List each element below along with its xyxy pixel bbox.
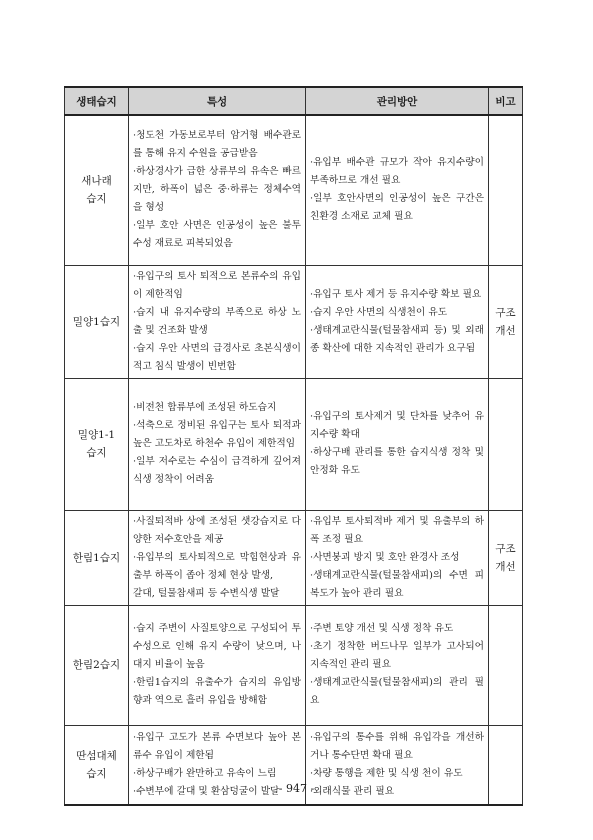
- management-cell: [306, 265, 489, 378]
- wetland-management-table: [64, 86, 523, 806]
- features-cell: [129, 378, 306, 510]
- note-cell: [489, 265, 523, 378]
- management-cell: [306, 605, 489, 725]
- feature-item: ·사질퇴적바 상에 조성된 샛강습지로 다양한 저수호안을 제공: [133, 515, 301, 545]
- management-item: ·사면붕괴 방지 및 호안 완경사 조성: [310, 551, 460, 563]
- wetland-name: 한림2습지: [72, 659, 121, 671]
- feature-item: ·유입부의 토사퇴적으로 막힘현상과 유출부 하폭이 좁아 정체 현상 발생,: [133, 551, 301, 581]
- management-item: ·하상구배 관리를 통한 습지식생 정착 및 안정화 유도: [310, 447, 484, 476]
- table-row: [65, 510, 523, 605]
- header-features: 특성: [129, 87, 306, 115]
- management-item: ·생태계교란식물(털물참새피 등) 및 외래종 확산에 대한 지속적인 관리가 요구됨: [310, 324, 484, 354]
- wetland-name: 밀양1-1 습지: [77, 429, 116, 459]
- note-cell: [489, 510, 523, 605]
- feature-item: ·일부 호안 사면은 인공성이 높은 불투수성 재료로 피복되었음: [133, 220, 301, 250]
- wetland-name: 밀양1습지: [72, 315, 121, 328]
- feature-item: ·청도천 가동보로부터 암거형 배수관로를 통해 유지 수원을 공급받음: [133, 130, 301, 160]
- feature-item: ·일부 저수로는 수심이 급격하게 깊어져 식생 정착이 어려움: [133, 456, 301, 485]
- header-wetland: 생태습지: [65, 87, 129, 115]
- wetland-name: 새나래 습지: [81, 175, 112, 206]
- feature-item: ·유입구 고도가 본류 수면보다 높아 본류수 유입이 제한됨: [133, 731, 301, 761]
- header-note: 비고: [489, 87, 523, 115]
- page-number: - 947 -: [278, 782, 315, 795]
- feature-item: ·습지 주변이 사질토양으로 구성되어 투수성으로 인해 유지 수량이 낮으며, 나대지 비율이 높음: [133, 623, 301, 670]
- management-item: ·일부 호안사면의 인공성이 높은 구간은 친환경 소재로 교체 필요: [310, 193, 484, 223]
- management-item: ·외래식물 관리 필요: [310, 785, 395, 797]
- management-item: ·주변 토양 개선 및 식생 정착 유도: [310, 623, 454, 634]
- table-body: [65, 115, 523, 805]
- management-item: ·생태계교란식물(털물참새피)의 수면 피복도가 높아 관리 필요: [310, 569, 484, 599]
- management-item: ·유입구의 토사제거 및 단차를 낮추어 유지수량 확대: [310, 411, 484, 440]
- table-row: [65, 265, 523, 378]
- feature-item: ·습지 내 유지수량의 부족으로 하상 노출 및 건조화 발생: [133, 306, 301, 336]
- note-cell: [489, 115, 523, 265]
- management-item: ·유입구 토사 제거 등 유지수량 확보 필요: [310, 288, 482, 300]
- note-cell: [489, 605, 523, 725]
- wetland-name: 한림1습지: [72, 551, 121, 564]
- feature-item: ·하상구배가 완만하고 유속이 느림: [133, 767, 277, 779]
- feature-item: 갈대, 털물참새피 등 수변식생 발달: [133, 587, 280, 599]
- features-cell: [129, 510, 306, 605]
- management-item: ·차량 통행을 제한 및 식생 천이 유도: [310, 767, 463, 779]
- wetland-name-cell: [65, 378, 129, 510]
- management-cell: [306, 510, 489, 605]
- header-management: 관리방안: [306, 87, 489, 115]
- management-item: ·유입부 토사퇴적바 제거 및 유출부의 하폭 조정 필요: [310, 515, 484, 545]
- table-row: [65, 378, 523, 510]
- features-cell: [129, 115, 306, 265]
- management-cell: [306, 115, 489, 265]
- wetland-name-cell: [65, 265, 129, 378]
- feature-item: ·석축으로 정비된 유입구는 토사 퇴적과 높은 고도차로 하천수 유입이 제한적임: [133, 420, 301, 449]
- note-text: 구조 개선: [495, 542, 516, 573]
- feature-item: ·비전천 합류부에 조성된 하도습지: [133, 402, 277, 413]
- features-cell: [129, 265, 306, 378]
- feature-item: ·한림1습지의 유출수가 습지의 유입방향과 역으로 흘러 유입을 방해함: [133, 677, 301, 706]
- feature-item: ·유입구의 토사 퇴적으로 본류수의 유입이 제한적임: [133, 270, 301, 300]
- note-text: 구조 개선: [495, 306, 516, 337]
- feature-item: ·수변부에 갈대 및 환삼덩굴이 발달: [133, 785, 280, 797]
- table-header-row: [65, 87, 523, 115]
- management-item: ·초기 정착한 버드나무 일부가 고사되어 지속적인 관리 필요: [310, 641, 484, 670]
- features-cell: [129, 605, 306, 725]
- management-cell: [306, 378, 489, 510]
- note-cell: [489, 378, 523, 510]
- management-item: ·생태계교란식물(털물참새피)의 관리 필요: [310, 677, 484, 706]
- wetland-name-cell: [65, 115, 129, 265]
- management-item: ·유입구의 통수를 위해 유입각을 개선하거나 통수단면 확대 필요: [310, 731, 484, 761]
- wetland-name-cell: [65, 510, 129, 605]
- feature-item: ·습지 우안 사면의 급경사로 초본식생이 적고 침식 발생이 빈번함: [133, 342, 301, 372]
- management-item: ·유입부 배수관 규모가 작아 유지수량이 부족하므로 개선 필요: [310, 157, 484, 187]
- wetland-name-cell: [65, 605, 129, 725]
- feature-item: ·하상경사가 급한 상류부의 유속은 빠르지만, 하폭이 넓은 중·하류는 정체수역을 형성: [133, 166, 301, 214]
- table-row: [65, 115, 523, 265]
- table-row: [65, 605, 523, 725]
- wetland-name: 딴섬대체 습지: [76, 749, 117, 780]
- management-item: ·습지 우안 사면의 식생천이 유도: [310, 306, 448, 318]
